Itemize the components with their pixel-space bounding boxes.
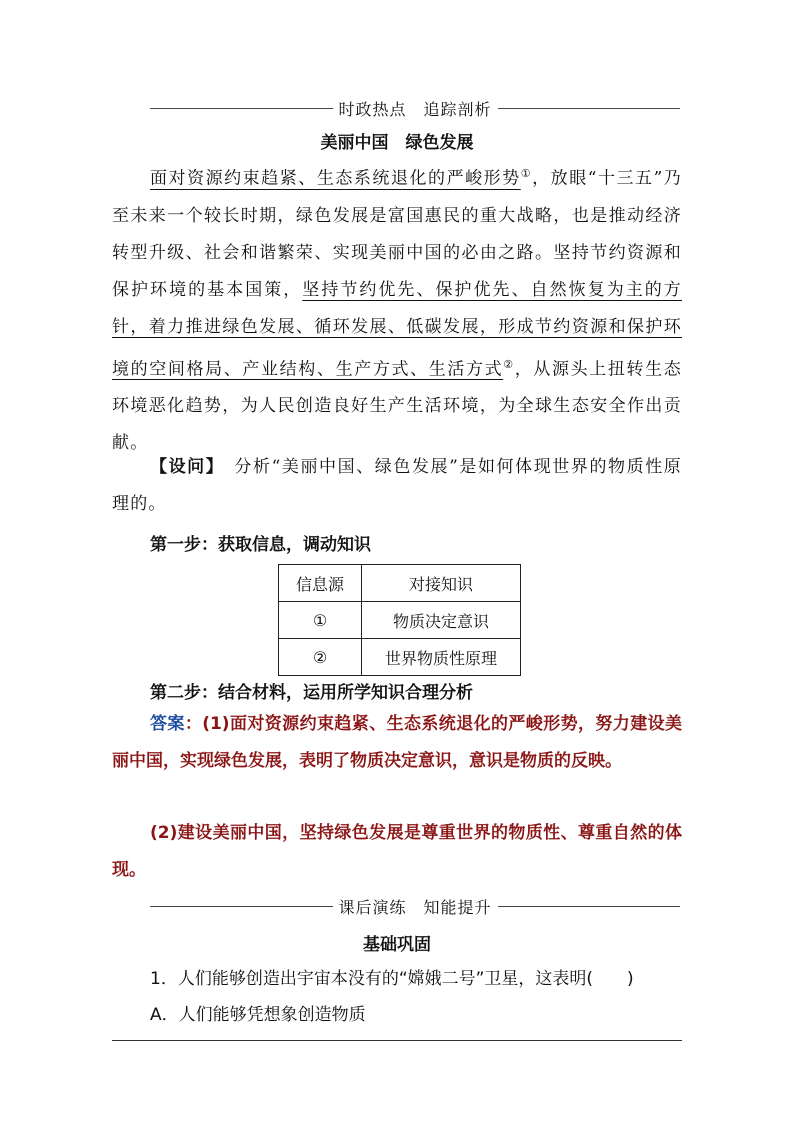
table-header-row bbox=[279, 565, 521, 602]
section-title: 基础巩固 bbox=[363, 935, 431, 955]
answer-part-2: (2)建设美丽中国，坚持绿色发展是尊重世界的物质性、尊重自然的体现。 bbox=[112, 823, 682, 880]
table-header-knowledge: 对接知识 bbox=[362, 565, 521, 602]
table-header-source: 信息源 bbox=[279, 565, 362, 602]
marker-2: ② bbox=[503, 357, 515, 371]
table-cell-source: ① bbox=[279, 602, 362, 639]
rule-line-right bbox=[498, 906, 681, 907]
info-table bbox=[278, 564, 521, 676]
underlined-phrase-1: 面对资源约束趋紧、生态系统退化的严峻形势 bbox=[150, 168, 521, 189]
article-title: 美丽中国 绿色发展 bbox=[320, 133, 474, 153]
answer-text-1: ：(1)面对资源约束趋紧、生态系统退化的严峻形势，努力建设美丽中国，实现绿色发展，表明了物质决定意识，意识是物质的反映。 bbox=[112, 714, 683, 771]
rule-line-left bbox=[150, 108, 333, 109]
underlined-phrase-2: 坚持节约优先、保护优先、自然恢复为主的方针，着力推进绿色发展、循环发展、低碳发展，形成节约资源和保护环境的空间格局、产业结构、生产方式、生活方式 bbox=[112, 279, 683, 380]
question-1: 1．人们能够创造出宇宙本没有的“嫦娥二号”卫星，这表明( ) bbox=[150, 969, 634, 989]
section-header-practice bbox=[150, 896, 680, 916]
section-header-label: 时政热点 追踪剖析 bbox=[338, 99, 492, 119]
rule-line-right bbox=[498, 108, 681, 109]
answer-part-1 bbox=[112, 706, 682, 780]
question-tag: 【设问】 bbox=[150, 457, 216, 477]
section-header-label: 课后演练 知能提升 bbox=[338, 897, 492, 917]
answer-tag: 答案 bbox=[150, 714, 185, 734]
step-one: 第一步：获取信息，调动知识 bbox=[150, 535, 371, 555]
step-two: 第二步：结合材料，运用所学知识合理分析 bbox=[150, 683, 473, 703]
paragraph-text-1: ，放眼“十三五”乃至未来一个较长时期，绿色发展是富国惠民的重大战略，也是推动经济转型升级、社会和谐繁荣、实现美丽中国的必由之路。坚持节约资源和保护环境的基本国策， bbox=[112, 168, 683, 300]
question-text: 分析“美丽中国、绿色发展”是如何体现世界的物质性原理的。 bbox=[112, 457, 682, 514]
marker-1: ① bbox=[520, 167, 533, 180]
table-cell-knowledge: 世界物质性原理 bbox=[362, 639, 521, 676]
section-header-hot-topics bbox=[150, 98, 680, 118]
question-1-option-a: A．人们能够凭想象创造物质 bbox=[150, 1005, 366, 1025]
table-cell-source: ② bbox=[279, 639, 362, 676]
table-cell-knowledge: 物质决定意识 bbox=[362, 602, 521, 639]
page-bottom-rule bbox=[112, 1040, 682, 1041]
paragraph-text-2: ，从源头上扭转生态环境恶化趋势，为人民创造良好生产生活环境，为全球生态安全作出贡献。 bbox=[112, 359, 682, 454]
rule-line-left bbox=[150, 906, 333, 907]
table-row bbox=[279, 602, 521, 639]
question-paragraph bbox=[112, 449, 682, 523]
article-paragraph bbox=[112, 155, 682, 462]
table-row bbox=[279, 639, 521, 676]
